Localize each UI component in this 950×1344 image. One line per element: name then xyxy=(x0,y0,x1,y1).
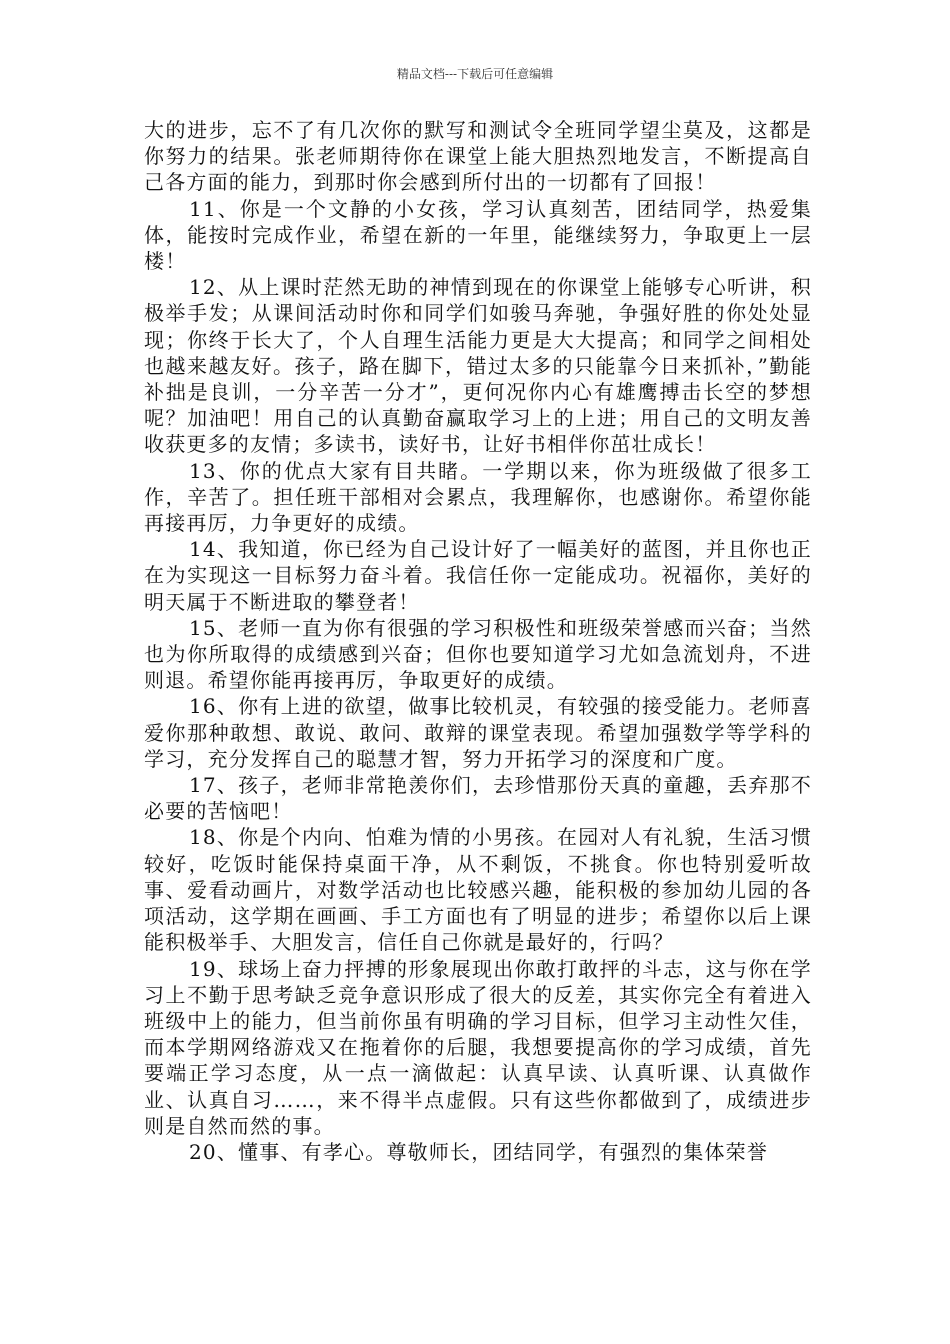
paragraph-comment-12: 12、从上课时茫然无助的神情到现在的你课堂上能够专心听讲，积极举手发；从课间活动时你和同学们如骏马奔驰，争强好胜的你处处显现；你终于长大了，个人自理生活能力更是大大提高；和同学之间相处也越来越友好。孩子，路在脚下，错过太多的只能靠今日来抓补，”勤能补拙是良训，一分辛苦一分才”，更何况你内心有雄鹰搏击长空的梦想呢？加油吧！用自己的认真勤奋赢取学习上的上进；用自己的文明友善收获更多的友情；多读书，读好书，让好书相伴你茁壮成长！ xyxy=(144,275,812,457)
paragraph-continuation: 大的进步，忘不了有几次你的默写和测试令全班同学望尘莫及，这都是你努力的结果。张老师期待你在课堂上能大胆热烈地发言，不断提高自己各方面的能力，到那时你会感到所付出的一切都有了回报！ xyxy=(144,118,812,195)
page-header: 精品文档---下载后可任意编辑 xyxy=(396,67,554,81)
paragraph-comment-16: 16、你有上进的欲望，做事比较机灵，有较强的接受能力。老师喜爱你那种敢想、敢说、敢问、敢辩的课堂表现。希望加强数学等学科的学习，充分发挥自己的聪慧才智，努力开拓学习的深度和广度。 xyxy=(144,694,812,771)
paragraph-comment-15: 15、老师一直为你有很强的学习积极性和班级荣誉感而兴奋；当然也为你所取得的成绩感到兴奋；但你也要知道学习尤如急流划舟，不进则退。希望你能再接再厉，争取更好的成绩。 xyxy=(144,615,812,693)
paragraph-comment-14: 14、我知道，你已经为自己设计好了一幅美好的蓝图，并且你也正在为实现这一目标努力奋斗着。我信任你一定能成功。祝福你，美好的明天属于不断进取的攀登者！ xyxy=(144,537,812,614)
paragraph-comment-20: 20、懂事、有孝心。尊敬师长，团结同学，有强烈的集体荣誉 xyxy=(189,1139,769,1164)
paragraph-comment-18: 18、你是个内向、怕难为情的小男孩。在园对人有礼貌，生活习惯较好，吃饭时能保持桌面干净，从不剩饭，不挑食。你也特别爱听故事、爱看动画片，对数学活动也比较感兴趣，能积极的参加幼儿园的各项活动，这学期在画画、手工方面也有了明显的进步；希望你以后上课能积极举手、大胆发言，信任自己你就是最好的，行吗？ xyxy=(144,825,812,955)
document-body xyxy=(144,117,812,1165)
paragraph-comment-13: 13、你的优点大家有目共睹。一学期以来，你为班级做了很多工作，辛苦了。担任班干部相对会累点，我理解你，也感谢你。希望你能再接再厉，力争更好的成绩。 xyxy=(144,458,812,536)
paragraph-comment-19: 19、球场上奋力抨搏的形象展现出你敢打敢抨的斗志，这与你在学习上不勤于思考缺乏竞争意识形成了很大的反差，其实你完全有着进入班级中上的能力，但当前你虽有明确的学习目标，但学习主动性欠佳，而本学期网络游戏又在拖着你的后腿，我想要提高你的学习成绩，首先要端正学习态度，从一点一滴做起：认真早读、认真听课、认真做作业、认真自习……，来不得半点虚假。只有这些你都做到了，成绩进步则是自然而然的事。 xyxy=(144,956,812,1138)
paragraph-comment-17: 17、孩子，老师非常艳羡你们，去珍惜那份天真的童趣，丢弃那不必要的苦恼吧！ xyxy=(144,773,812,824)
paragraph-comment-11: 11、你是一个文静的小女孩，学习认真刻苦，团结同学，热爱集体，能按时完成作业，希望在新的一年里，能继续努力，争取更上一层楼！ xyxy=(144,196,812,274)
